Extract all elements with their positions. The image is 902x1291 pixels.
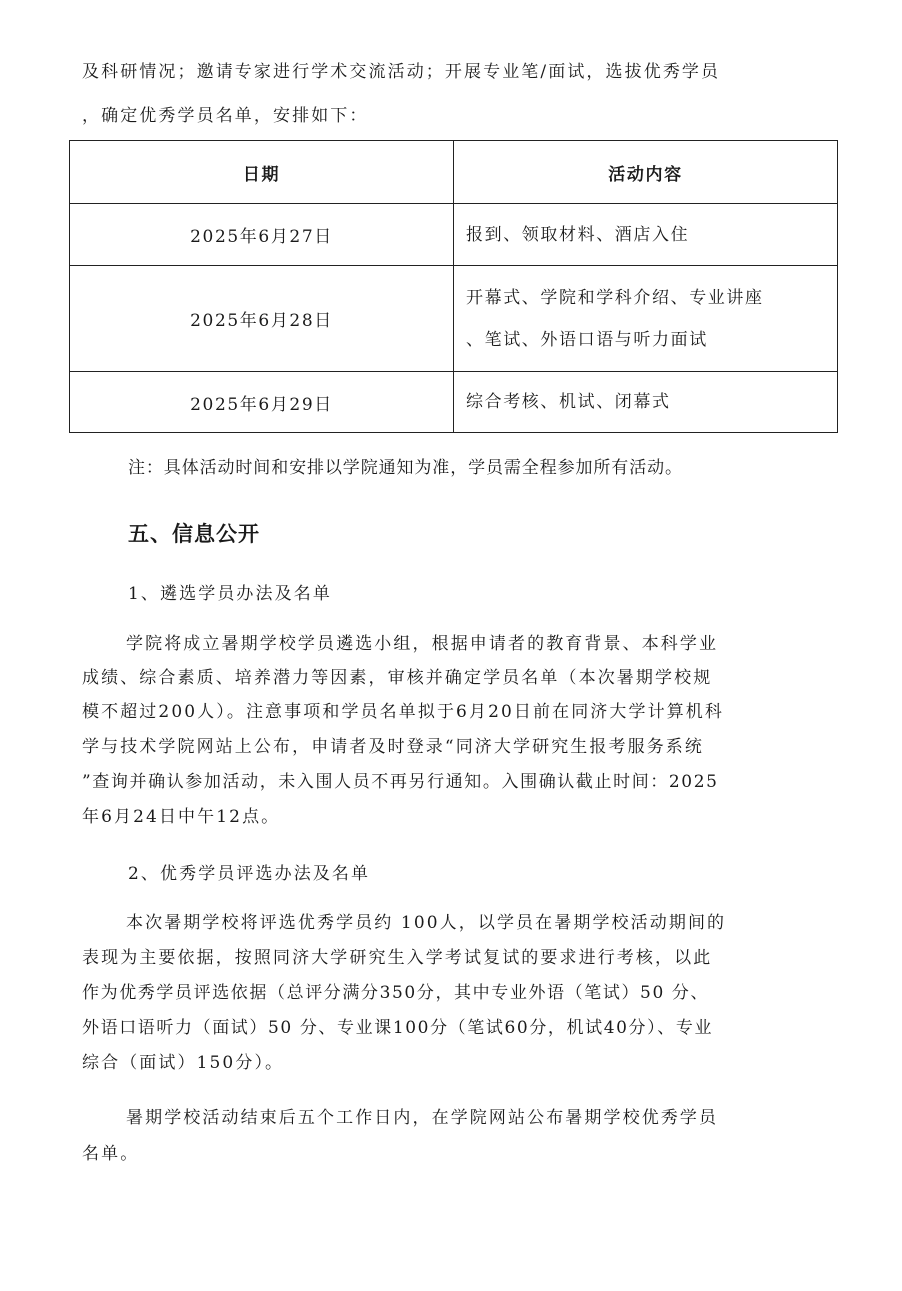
paragraph-line: 学与技术学院网站上公布，申请者及时登录“同济大学研究生报考服务系统 — [82, 737, 704, 757]
header-date: 日期 — [70, 141, 454, 204]
paragraph-line: 表现为主要依据，按照同济大学研究生入学考试复试的要求进行考核，以此 — [82, 948, 713, 968]
subsection-title-1: 1、遴选学员办法及名单 — [128, 584, 332, 604]
table-header-row — [70, 141, 838, 204]
activity-text: 报到、领取材料、酒店入住 — [466, 224, 690, 245]
subsection-title-2: 2、优秀学员评选办法及名单 — [128, 864, 371, 884]
activity-text: 、笔试、外语口语与听力面试 — [466, 329, 708, 350]
activity-cell — [454, 372, 838, 433]
schedule-table — [69, 140, 838, 433]
paragraph-line: 成绩、综合素质、培养潜力等因素，审核并确定学员名单（本次暑期学校规 — [82, 668, 713, 688]
paragraph-line: ”查询并确认参加活动，未入围人员不再另行通知。入围确认截止时间：2025 — [82, 772, 719, 792]
table-row — [70, 372, 838, 433]
intro-line-1: 及科研情况；邀请专家进行学术交流活动；开展专业笔/面试，选拔优秀学员 — [82, 62, 721, 82]
paragraph-line: 名单。 — [82, 1144, 140, 1164]
date-cell: 2025年6月29日 — [70, 372, 454, 433]
paragraph-line: 暑期学校活动结束后五个工作日内，在学院网站公布暑期学校优秀学员 — [126, 1108, 719, 1128]
schedule-note: 注：具体活动时间和安排以学院通知为准，学员需全程参加所有活动。 — [128, 458, 683, 478]
section-heading: 五、信息公开 — [128, 522, 260, 546]
paragraph-line: 综合（面试）150分）。 — [82, 1053, 285, 1073]
table-row — [70, 204, 838, 266]
date-cell: 2025年6月28日 — [70, 266, 454, 372]
paragraph-line: 学院将成立暑期学校学员遴选小组，根据申请者的教育背景、本科学业 — [126, 634, 719, 654]
table-row — [70, 266, 838, 372]
activity-text: 开幕式、学院和学科介绍、专业讲座 — [466, 287, 764, 308]
paragraph-line: 作为优秀学员评选依据（总评分满分350分，其中专业外语（笔试）50 分、 — [82, 983, 710, 1003]
activity-cell — [454, 266, 838, 372]
date-cell: 2025年6月27日 — [70, 204, 454, 266]
paragraph-line: 本次暑期学校将评选优秀学员约 100人，以学员在暑期学校活动期间的 — [126, 913, 727, 933]
paragraph-line: 年6月24日中午12点。 — [82, 807, 281, 827]
header-activity: 活动内容 — [454, 141, 838, 204]
paragraph-line: 模不超过200人）。注意事项和学员名单拟于6月20日前在同济大学计算机科 — [82, 702, 724, 722]
activity-cell — [454, 204, 838, 266]
activity-text: 综合考核、机试、闭幕式 — [466, 392, 671, 412]
intro-line-2: ，确定优秀学员名单，安排如下： — [82, 106, 369, 126]
paragraph-line: 外语口语听力（面试）50 分、专业课100分（笔试60分，机试40分）、专业 — [82, 1018, 714, 1038]
